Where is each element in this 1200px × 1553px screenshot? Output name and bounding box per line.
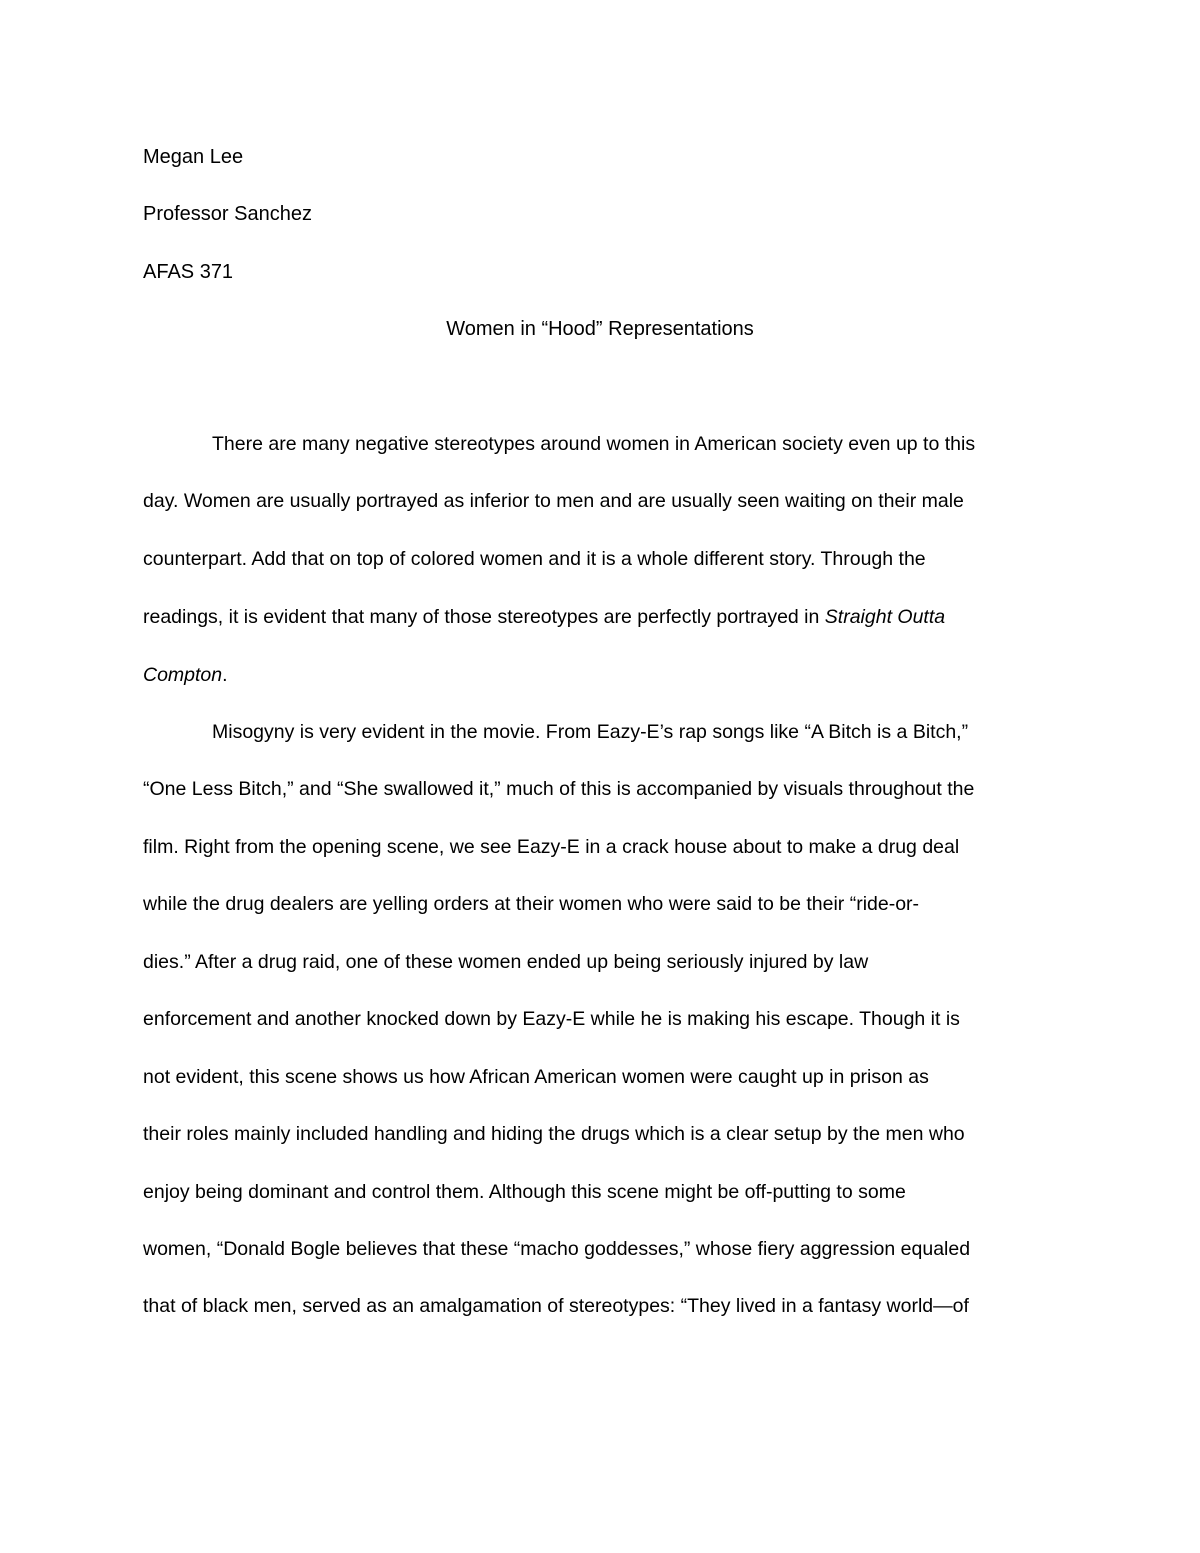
paragraph-line: that of black men, served as an amalgamation of stereotypes: “They lived in a fantasy world—of [143,1295,969,1317]
paragraph-line: Misogyny is very evident in the movie. From Eazy-E’s rap songs like “A Bitch is a Bitch,” [212,721,969,743]
paragraph-line: women, “Donald Bogle believes that these “macho goddesses,” whose fiery aggression equaled [143,1238,971,1260]
paragraph-line: counterpart. Add that on top of colored women and it is a whole different story. Through the [143,548,926,570]
paragraph-line: film. Right from the opening scene, we see Eazy-E in a crack house about to make a drug deal [143,836,960,858]
paragraph-line: enforcement and another knocked down by Eazy-E while he is making his escape. Though it is [143,1008,960,1030]
paragraph-line: while the drug dealers are yelling orders at their women who were said to be their “ride-or- [143,893,920,915]
paragraph-line [143,605,945,629]
course-code: AFAS 371 [143,261,234,283]
film-title-italic: Compton [143,664,223,686]
film-title-italic: Straight Outta [824,606,946,628]
paragraph-line: There are many negative stereotypes around women in American society even up to this [212,433,976,455]
instructor-name: Professor Sanchez [143,203,312,225]
paragraph-line: their roles mainly included handling and hiding the drugs which is a clear setup by the men who [143,1123,965,1145]
paragraph-line: day. Women are usually portrayed as inferior to men and are usually seen waiting on their male [143,490,964,512]
paragraph-text: readings, it is evident that many of those stereotypes are perfectly portrayed in [143,606,825,628]
paragraph-line [143,663,228,687]
paragraph-line: dies.” After a drug raid, one of these women ended up being seriously injured by law [143,951,869,973]
paragraph-line: not evident, this scene shows us how African American women were caught up in prison as [143,1066,929,1088]
paragraph-line: “One Less Bitch,” and “She swallowed it,” much of this is accompanied by visuals throughout the [143,778,975,800]
author-name: Megan Lee [143,146,244,168]
document-title: Women in “Hood” Representations [446,318,754,340]
paragraph-text: . [222,664,228,686]
paragraph-line: enjoy being dominant and control them. Although this scene might be off-putting to some [143,1181,906,1203]
